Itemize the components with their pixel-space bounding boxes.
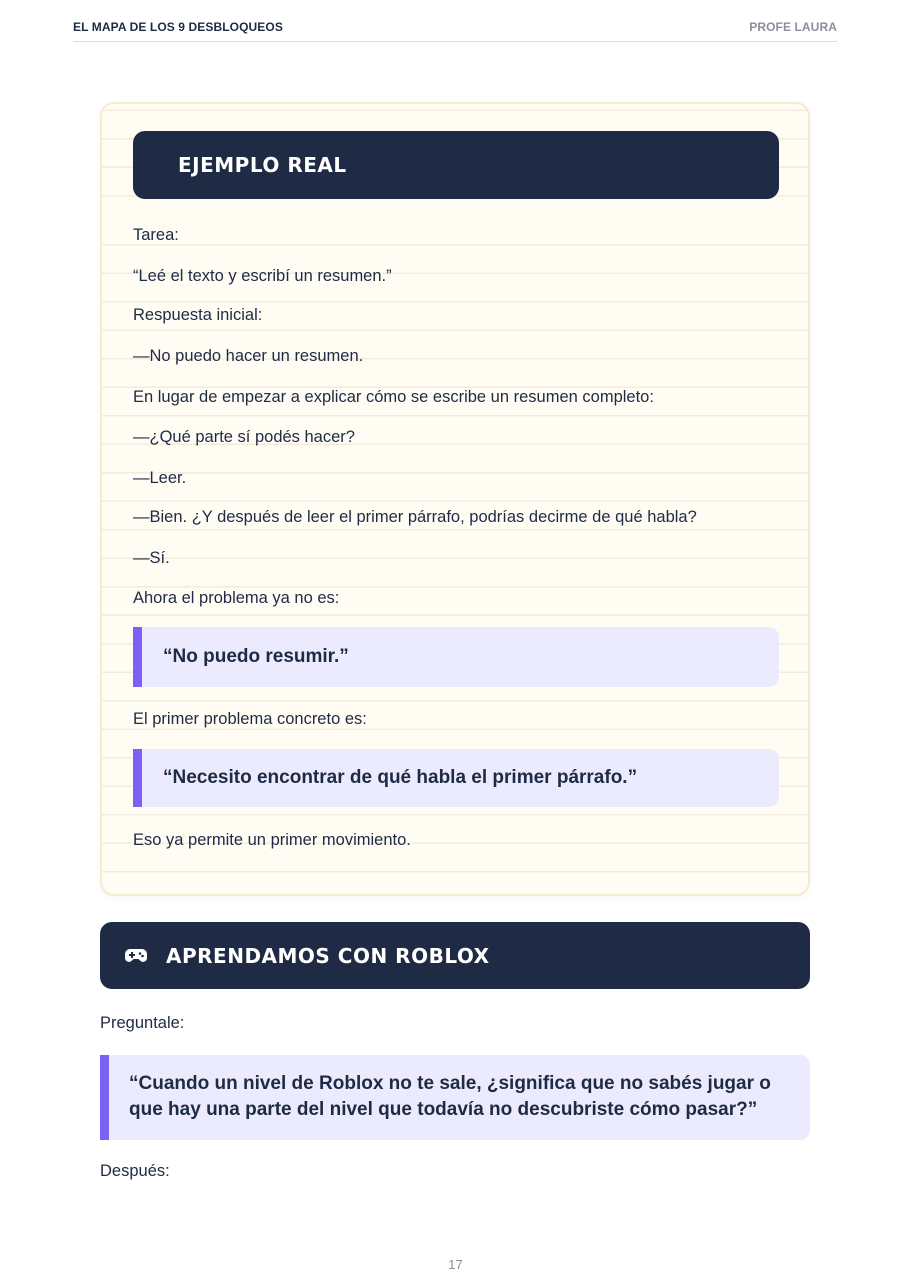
example-line: —¿Qué parte sí podés hacer? [133, 428, 355, 446]
roblox-banner [100, 922, 810, 989]
example-line: —Sí. [133, 549, 170, 567]
gamepad-icon [124, 946, 150, 966]
page-header [73, 20, 837, 42]
example-line: —Bien. ¿Y después de leer el primer párrafo, podrías decirme de qué habla? [133, 508, 697, 526]
quote-no-puedo-resumir: “No puedo resumir.” [133, 627, 779, 687]
example-banner [133, 131, 779, 199]
example-line: Respuesta inicial: [133, 306, 263, 324]
prompt-label: Preguntale: [100, 1014, 185, 1032]
quote-primer-problema: “Necesito encontrar de qué habla el primer párrafo.” [133, 749, 779, 807]
roblox-title: APRENDAMOS CON ROBLOX [166, 943, 490, 968]
example-line: “Leé el texto y escribí un resumen.” [133, 267, 392, 285]
author-name: PROFE LAURA [749, 20, 837, 34]
example-card [100, 102, 810, 896]
document-title: EL MAPA DE LOS 9 DESBLOQUEOS [73, 20, 283, 34]
example-line: El primer problema concreto es: [133, 710, 367, 728]
example-line: Tarea: [133, 226, 179, 244]
example-closing: Eso ya permite un primer movimiento. [133, 831, 411, 849]
example-line: Ahora el problema ya no es: [133, 589, 340, 607]
example-line: —Leer. [133, 469, 187, 487]
example-line: En lugar de empezar a explicar cómo se escribe un resumen completo: [133, 388, 654, 406]
after-label: Después: [100, 1162, 170, 1180]
example-line: —No puedo hacer un resumen. [133, 347, 364, 365]
example-title: EJEMPLO REAL [178, 153, 347, 177]
roblox-quote: “Cuando un nivel de Roblox no te sale, ¿significa que no sabés jugar o que hay una parte del nivel que todavía no descubriste cómo pasar?” [100, 1055, 810, 1140]
page-number: 17 [448, 1257, 463, 1272]
